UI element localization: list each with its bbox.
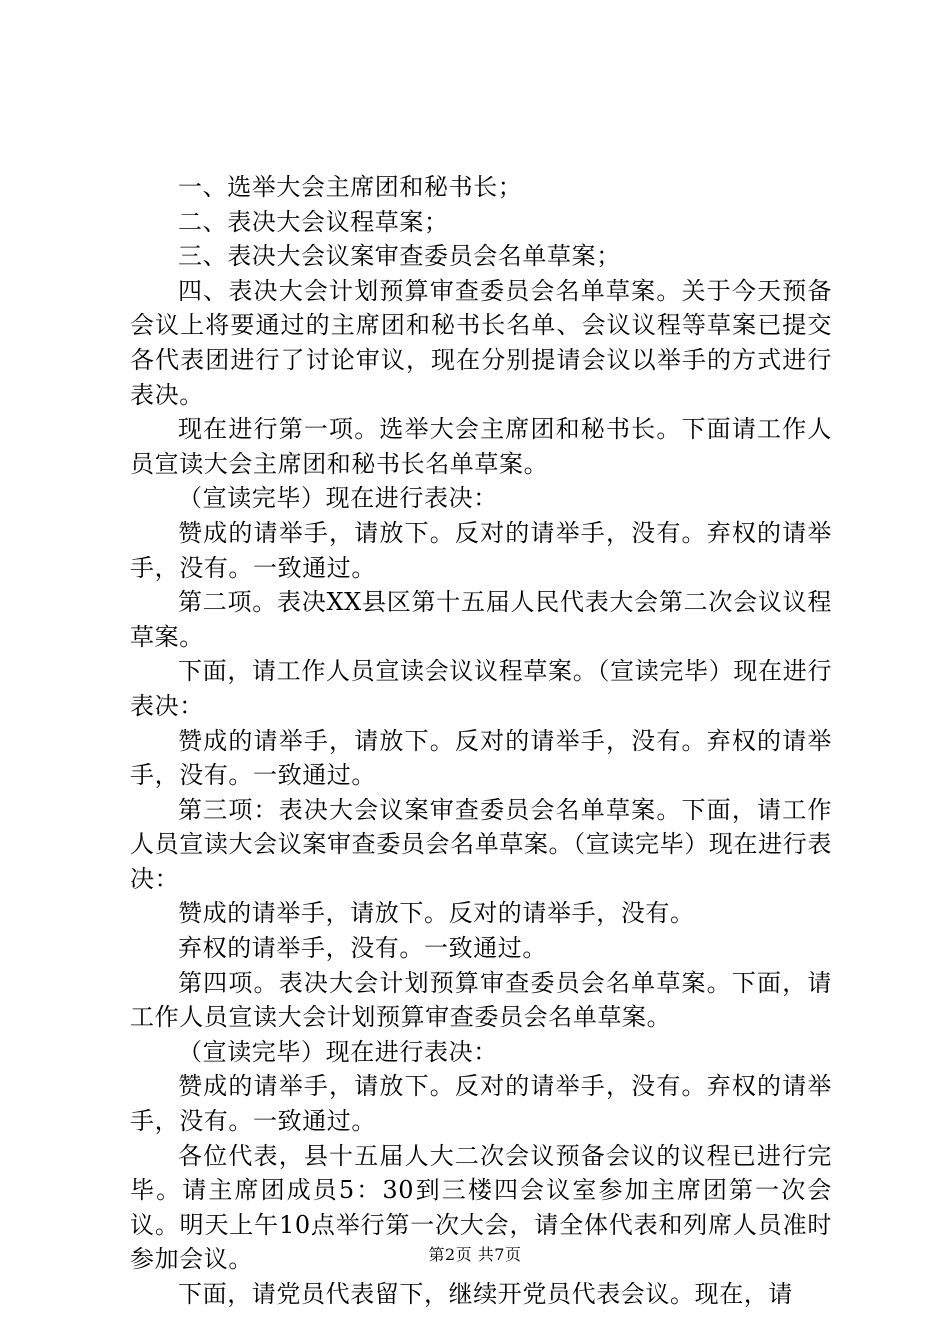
paragraph: 第四项。表决大会计划预算审查委员会名单草案。下面，请工作人员宣读大会计划预算审查委员会名单草案。 xyxy=(130,968,832,1032)
paragraph: 各位代表，县十五届人大二次会议预备会议的议程已进行完毕。请主席团成员5：30到三楼四会议室参加主席团第一次会议。明天上午10点举行第一次大会，请全体代表和列席人员准时参加会议。 xyxy=(130,1141,832,1274)
paragraph: 赞成的请举手，请放下。反对的请举手，没有。弃权的请举手，没有。一致通过。 xyxy=(130,726,832,790)
paragraph: 第二项。表决XX县区第十五届人民代表大会第二次会议议程草案。 xyxy=(130,588,832,651)
paragraph: （宣读完毕）现在进行表决： xyxy=(178,1037,498,1066)
paragraph: 三、表决大会议案审查委员会名单草案； xyxy=(178,242,621,271)
paragraph: 一、选举大会主席团和秘书长； xyxy=(178,173,523,201)
paragraph: 弃权的请举手，没有。一致通过。 xyxy=(178,934,547,963)
paragraph: 赞成的请举手，请放下。反对的请举手，没有。弃权的请举手，没有。一致通过。 xyxy=(130,518,832,582)
paragraph: 赞成的请举手，请放下。反对的请举手，没有。弃权的请举手，没有。一致通过。 xyxy=(130,1072,832,1136)
document-body xyxy=(130,170,832,1312)
paragraph: 赞成的请举手，请放下。反对的请举手，没有。 xyxy=(178,899,695,928)
paragraph: 下面，请党员代表留下，继续开党员代表会议。现在，请 xyxy=(178,1280,793,1308)
paragraph: 四、表决大会计划预算审查委员会名单草案。关于今天预备会议上将要通过的主席团和秘书长名单、会议议程等草案已提交各代表团进行了讨论审议，现在分别提请会议以举手的方式进行表决。 xyxy=(130,276,832,409)
paragraph: （宣读完毕）现在进行表决： xyxy=(178,484,498,513)
page-number: 第2页 共7页 xyxy=(428,1245,522,1264)
paragraph: 第三项：表决大会议案审查委员会名单草案。下面，请工作人员宣读大会议案审查委员会名单草案。（宣读完毕）现在进行表决： xyxy=(130,795,832,893)
paragraph: 下面，请工作人员宣读会议议程草案。（宣读完毕）现在进行表决： xyxy=(130,657,832,720)
paragraph: 二、表决大会议程草案； xyxy=(178,207,449,236)
paragraph: 现在进行第一项。选举大会主席团和秘书长。下面请工作人员宣读大会主席团和秘书长名单草案。 xyxy=(130,415,832,478)
